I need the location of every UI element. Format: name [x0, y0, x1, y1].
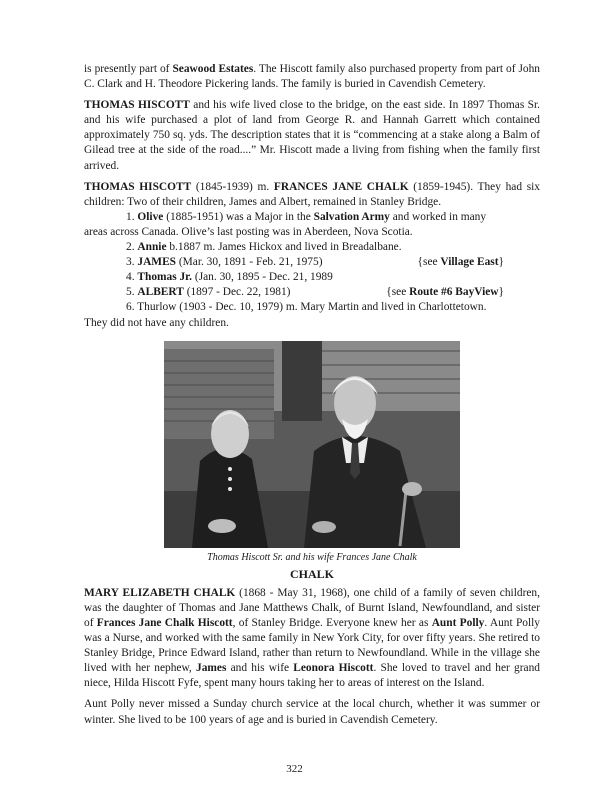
text: (1868 - May 31, 1968), one child of a family of seven children, was the daughter of Thomas and Jane Matthews Chalk, of Burnt Island, Newfoundland, and sister of: [84, 586, 540, 629]
bold-name: Leonora Hiscott: [293, 662, 374, 675]
text: . The Hiscott family also purchased property from part of John C. Clark and H. Theodore Pickering lands. The family is buried in Cavendish Cemetery.: [84, 63, 540, 91]
bold-name: Frances Jane Chalk Hiscott: [96, 616, 233, 629]
paragraph-thomas-hiscott-bridge: [84, 98, 540, 173]
bold-name: FRANCES JANE CHALK: [273, 180, 409, 193]
child-name: JAMES: [137, 256, 176, 269]
bold-text: Salvation Army: [313, 210, 390, 223]
bold-name: MARY ELIZABETH CHALK: [84, 586, 236, 599]
text: (Jan. 30, 1895 - Dec. 21, 1989: [192, 271, 333, 284]
section-heading: CHALK: [289, 566, 334, 581]
text: {see: [386, 286, 410, 299]
paragraph-mary-elizabeth-chalk: [84, 586, 540, 692]
text: {see: [417, 256, 441, 269]
child-item-annie: [126, 240, 540, 255]
child-item-olive: [126, 210, 540, 225]
list-number: 2.: [126, 241, 138, 254]
page-body: [84, 62, 540, 728]
text: and his wife lived close to the bridge, on the east side. In 1897 Thomas Sr. and his wife purchased a plot of land from George R. and Hannah Garrett which contained approximately 750 sq. yds. The description states that it is “commencing at a stake along a Balm of Gilead tree at the side of the road....” Mr. Hiscott made a living from fishing when the family first arrived.: [84, 99, 540, 172]
cross-reference: [386, 285, 504, 300]
bold-text: Village East: [440, 256, 499, 269]
child-item-albert: [126, 285, 540, 300]
text: (Mar. 30, 1891 - Feb. 21, 1975): [176, 256, 323, 269]
text: . Aunt Polly was a Nurse, and worked with the same family in New York City, for over fifty years. She retired to Stanley Bridge, Prince Edward Island, rather than return to Newfoundland. While in the village she lived with her nephew,: [84, 616, 541, 675]
photo-illustration: [164, 341, 460, 548]
text: Aunt Polly never missed a Sunday church service at the local church, whether it was summer or winter. She lived to be 100 years of age and is buried in Cavendish Cemetery.: [84, 698, 540, 726]
child-entry: [126, 255, 322, 270]
child-item-thurlow: 6. Thurlow (1903 - Dec. 10, 1979) m. Mary Martin and lived in Charlottetown.: [126, 301, 487, 314]
text: and worked in many: [389, 210, 487, 223]
text: b.1887 m. James Hickox and lived in Breadalbane.: [166, 241, 402, 254]
bold-name: Aunt Polly: [431, 616, 485, 629]
bold-name: THOMAS HISCOTT: [84, 99, 190, 112]
list-number: 1.: [126, 210, 138, 223]
child-name: Annie: [137, 241, 167, 254]
text: }: [498, 256, 504, 269]
paragraph-aunt-polly: [84, 697, 540, 727]
child-item-thurlow-continued: They did not have any children.: [84, 316, 229, 329]
text: (1845-1939) m.: [191, 180, 274, 193]
text: (1885-1951) was a Major in the: [163, 210, 314, 223]
list-number: 5.: [126, 286, 138, 299]
paragraph-seawood: [84, 62, 540, 92]
list-number: 3.: [126, 256, 138, 269]
child-entry: [126, 285, 290, 300]
photo-caption: Thomas Hiscott Sr. and his wife Frances Jane Chalk: [207, 551, 417, 563]
child-item-olive-continued: areas across Canada. Olive’s last posting was in Aberdeen, Nova Scotia.: [84, 225, 413, 238]
photo-figure: [164, 341, 460, 565]
child-name: Olive: [137, 210, 164, 223]
couple-photograph: [164, 341, 460, 548]
children-list: [84, 210, 540, 331]
paragraph-thomas-hiscott-marriage: [84, 180, 540, 210]
text: is presently part of: [84, 63, 173, 75]
child-item-james: [126, 255, 540, 270]
text: (1859-1945). They had six children: Two of their children, James and Albert, remained in Stanley Bridge.: [84, 180, 541, 208]
bold-text: Seawood Estates: [172, 63, 254, 75]
child-name: Thomas Jr.: [137, 271, 193, 284]
text: . She loved to travel and her grand niece, Hilda Hiscott Fyfe, spent many hours taking her to areas of interest on the Island.: [84, 662, 540, 690]
child-item-thomas-jr: [126, 270, 540, 285]
text: , of Stanley Bridge. Everyone knew her as: [232, 616, 432, 629]
bold-name: THOMAS HISCOTT: [84, 180, 192, 193]
child-name: ALBERT: [137, 286, 184, 299]
page-number: 322: [286, 763, 303, 775]
cross-reference: [418, 255, 504, 270]
list-number: 4.: [126, 271, 138, 284]
bold-name: James: [196, 662, 227, 675]
bold-text: Route #6 BayView: [409, 286, 499, 299]
text: }: [498, 286, 504, 299]
text: and his wife: [226, 662, 294, 675]
text: (1897 - Dec. 22, 1981): [183, 286, 291, 299]
